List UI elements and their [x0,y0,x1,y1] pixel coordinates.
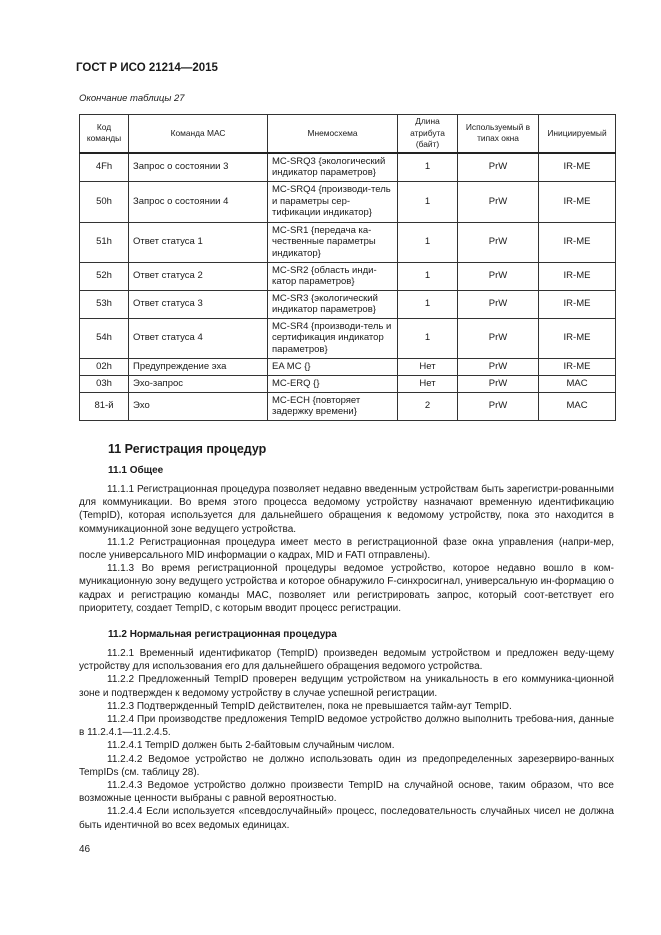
cell-window-type: PrW [458,222,539,262]
cell-command: Запрос о состоянии 4 [129,181,268,222]
column-header: Длина атрибута (байт) [398,115,458,153]
cell-length: 1 [398,290,458,318]
cell-code: 54h [80,318,129,358]
cell-length: 2 [398,392,458,420]
cell-code: 81-й [80,392,129,420]
cell-initiator: IR-ME [539,181,616,222]
paragraph: 11.2.4 При производстве предложения TempID ведомое устройство должно выполнить требова-ния, данные в 11.2.4.1—11.2.4.5. [79,714,614,739]
cell-command: Эхо [129,392,268,420]
cell-code: 4Fh [80,153,129,182]
cell-command: Предупреждение эха [129,358,268,375]
cell-window-type: PrW [458,318,539,358]
cell-mnemonic: MC-SRQ3 {экологический индикатор параметров} [268,153,398,182]
cell-window-type: PrW [458,153,539,182]
cell-initiator: MAC [539,375,616,392]
cell-length: 1 [398,181,458,222]
cell-window-type: PrW [458,262,539,290]
cell-initiator: IR-ME [539,318,616,358]
paragraph: 11.2.4.1 TempID должен быть 2-байтовым случайным числом. [107,740,395,752]
cell-mnemonic: MC-SRQ4 {производи-тель и параметры сер-тификации индикатор} [268,181,398,222]
subsection-11-1-body [79,483,614,615]
section-heading: 11 Регистрация процедур [108,442,267,456]
cell-code: 52h [80,262,129,290]
cell-length: 1 [398,318,458,358]
cell-command: Ответ статуса 2 [129,262,268,290]
paragraph: 11.1.2 Регистрационная процедура имеет место в регистрационной фазе окна управления (напри-мер, после универсального MID информации о кадрах, MID и FATI отправлены). [79,536,614,562]
column-header: Используемый в типах окна [458,115,539,153]
cell-length: 1 [398,153,458,182]
cell-initiator: MAC [539,392,616,420]
cell-command: Ответ статуса 4 [129,318,268,358]
table-row [80,318,616,358]
table-row [80,358,616,375]
subsection-heading: 11.2 Нормальная регистрационная процедура [108,629,337,640]
cell-mnemonic: EA MC {} [268,358,398,375]
cell-length: 1 [398,262,458,290]
cell-command: Ответ статуса 1 [129,222,268,262]
table-header-row [80,115,616,153]
paragraph: 11.2.4.4 Если используется «псевдослучайный» процесс, последовательность случайных чисел не должна быть идентичной во всех ведомых единицах. [79,806,614,831]
cell-code: 50h [80,181,129,222]
cell-length: Нет [398,358,458,375]
cell-initiator: IR-ME [539,222,616,262]
paragraph: 11.1.3 Во время регистрационной процедуры ведомое устройство, которое недавно вошло в ком-муникационную зону ведущего устройства и которое обнаружило F-синхросигнал, универсальную ин-формацию о кадрах и регистрацию команды MAC, позволяет или регистрировать запрос, который соот-ветствует его приоритету, создает TempID, с которым вводит процесс регистрации. [79,563,614,614]
table-caption: Окончание таблицы 27 [79,93,185,104]
cell-command: Запрос о состоянии 3 [129,153,268,182]
cell-window-type: PrW [458,181,539,222]
cell-length: Нет [398,375,458,392]
paragraph: 11.2.3 Подтвержденный TempID действителен, пока не превышается тайм-аут TempID. [107,700,512,712]
paragraph: 11.2.2 Предложенный TempID проверен ведущим устройством на уникальность в его коммуника-ционной зоне и подтвержден к ведомому устройству в случае успешной регистрации. [79,674,614,699]
paragraph: 11.2.1 Временный идентификатор (TempID) произведен ведомым устройством и предложен веду-щему устройству для использования его для дальнейшего обращения ведомого устройства. [79,648,614,673]
cell-command: Эхо-запрос [129,375,268,392]
cell-mnemonic: MC-SR2 {область инди-катор параметров} [268,262,398,290]
table-row [80,153,616,182]
cell-initiator: IR-ME [539,290,616,318]
mac-commands-table [79,114,616,421]
column-header: Инициируемый [539,115,616,153]
cell-mnemonic: MC-ERQ {} [268,375,398,392]
cell-mnemonic: MC-SR1 {передача ка-чественные параметры индикатор} [268,222,398,262]
page-number: 46 [79,844,91,855]
table-row [80,375,616,392]
cell-window-type: PrW [458,290,539,318]
cell-window-type: PrW [458,392,539,420]
paragraph: 11.2.4.3 Ведомое устройство должно произвести TempID на случайной основе, таким образом, что все возможные ценности выбраны с равной вероятностью. [79,780,614,805]
cell-mnemonic: MC-SR4 {производи-тель и сертификация индикатор параметров} [268,318,398,358]
cell-code: 02h [80,358,129,375]
column-header: Код команды [80,115,129,153]
document-title: ГОСТ Р ИСО 21214—2015 [76,62,218,74]
cell-mnemonic: MC-SR3 {экологический индикатор параметров} [268,290,398,318]
table-row [80,392,616,420]
cell-initiator: IR-ME [539,153,616,182]
cell-code: 03h [80,375,129,392]
table-row [80,262,616,290]
table-row [80,181,616,222]
column-header: Команда МАС [129,115,268,153]
cell-mnemonic: MC-ECH {повторяет задержку времени} [268,392,398,420]
cell-length: 1 [398,222,458,262]
cell-initiator: IR-ME [539,262,616,290]
cell-code: 51h [80,222,129,262]
cell-initiator: IR-ME [539,358,616,375]
table-row [80,290,616,318]
table-row [80,222,616,262]
paragraph: 11.2.4.2 Ведомое устройство не должно использовать один из предопределенных зарезервиро-ванных TempIDs (см. таблицу 28). [79,753,614,778]
cell-window-type: PrW [458,375,539,392]
subsection-heading: 11.1 Общее [108,465,164,476]
column-header: Мнемосхема [268,115,398,153]
subsection-11-2-body [79,647,614,832]
cell-code: 53h [80,290,129,318]
paragraph: 11.1.1 Регистрационная процедура позволяет недавно введенным устройствам быть зарегистри-рованными для коммуникации. Во время этого процесса ведомому устройству назначают временную идентификацию (TempID), которая используется для дальнейшего обращения к ведомому устройству, пока это находится в коммуникационной зоне ведущего устройства. [79,484,614,535]
cell-command: Ответ статуса 3 [129,290,268,318]
cell-window-type: PrW [458,358,539,375]
